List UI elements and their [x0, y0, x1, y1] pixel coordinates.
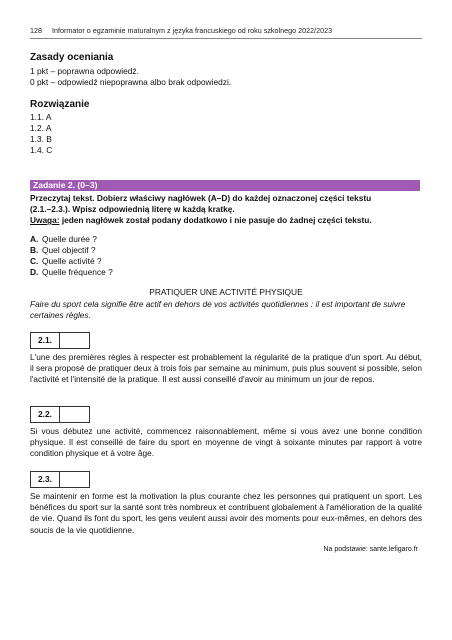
solution-line-4: 1.4. C	[30, 145, 53, 155]
option-letter: A.	[30, 234, 39, 244]
text-part-2-3: Se maintenir en forme est la motivation la plus courante chez les personnes qui pratiquent un sport. Les bénéfices du sport sur la santé sont très nombreux et contribuent globalement à l'amélioration de la qualité de vie. Quand ils font du sport, les gens veulent aussi avoir des moments pour eux-mêmes, en dehors des soucis de la vie quotidienne.	[30, 491, 422, 535]
task-note	[30, 215, 422, 226]
option-letter: D.	[30, 267, 39, 277]
page-number: 128	[30, 26, 42, 35]
text-intro: Faire du sport cela signifie être actif en dehors de vos activités quotidiennes : il est important de suivre certaines règles.	[30, 299, 406, 320]
text-title: PRATIQUER UNE ACTIVITÉ PHYSIQUE	[149, 287, 303, 297]
option-d	[30, 267, 113, 278]
running-title: Informator o egzaminie maturalnym z języka francuskiego od roku szkolnego 2022/2023	[52, 26, 333, 35]
text-part-2-1: L'une des premières règles à respecter est probablement la régularité de la pratique d'un sport. Au début, il sera proposé de pratiquer deux à trois fois par semaine au minimum, puis plus souvent si possible, selon l'activité et l'intensité de la pratique. Il est aussi conseillé d'avoir au minimum un jour de repos.	[30, 352, 422, 385]
option-text: Quelle durée ?	[42, 234, 97, 244]
option-letter: B.	[30, 245, 39, 255]
task-note-label: Uwaga:	[30, 215, 60, 225]
task-instruction-2: (2.1.–2.3.). Wpisz odpowiednią literę w każdą kratkę.	[30, 204, 235, 214]
option-text: Quelle activité ?	[42, 256, 102, 266]
solution-heading: Rozwiązanie	[30, 99, 90, 110]
answer-box-label: 2.1.	[31, 333, 60, 348]
option-c	[30, 256, 102, 267]
source-note: Na podstawie: sante.lefigaro.fr	[323, 546, 418, 553]
option-text: Quel objectif ?	[42, 245, 96, 255]
option-letter: C.	[30, 256, 39, 266]
task-label-bar: Zadanie 2. (0–3)	[30, 180, 420, 191]
header-divider	[30, 38, 422, 39]
solution-line-1: 1.1. A	[30, 112, 52, 122]
task-note-text: jeden nagłówek został podany dodatkowo i nie pasuje do żadnej części tekstu.	[59, 215, 372, 225]
answer-box-label: 2.2.	[31, 407, 60, 422]
answer-box-2-3[interactable]	[30, 471, 90, 488]
option-text: Quelle fréquence ?	[42, 267, 113, 277]
scoring-line-2: 0 pkt – odpowiedź niepoprawna albo brak odpowiedzi.	[30, 77, 232, 87]
answer-box-2-1[interactable]	[30, 332, 90, 349]
answer-box-label: 2.3.	[31, 472, 60, 487]
answer-box-2-2[interactable]	[30, 406, 90, 423]
scoring-heading: Zasady oceniania	[30, 52, 114, 63]
running-header	[30, 26, 332, 35]
solution-line-3: 1.3. B	[30, 134, 52, 144]
task-instruction-1: Przeczytaj tekst. Dobierz właściwy nagłówek (A–D) do każdej oznaczonej części tekstu	[30, 193, 372, 203]
option-b	[30, 245, 96, 256]
solution-line-2: 1.2. A	[30, 123, 52, 133]
option-a	[30, 234, 97, 245]
text-part-2-2: Si vous débutez une activité, commencez raisonnablement, même si vous avez une bonne condition physique. Il est conseillé de faire du sport en moyenne de vingt à soixante minutes par rapport à votre condition physique et à votre âge.	[30, 426, 422, 459]
scoring-line-1: 1 pkt – poprawna odpowiedź.	[30, 66, 139, 76]
